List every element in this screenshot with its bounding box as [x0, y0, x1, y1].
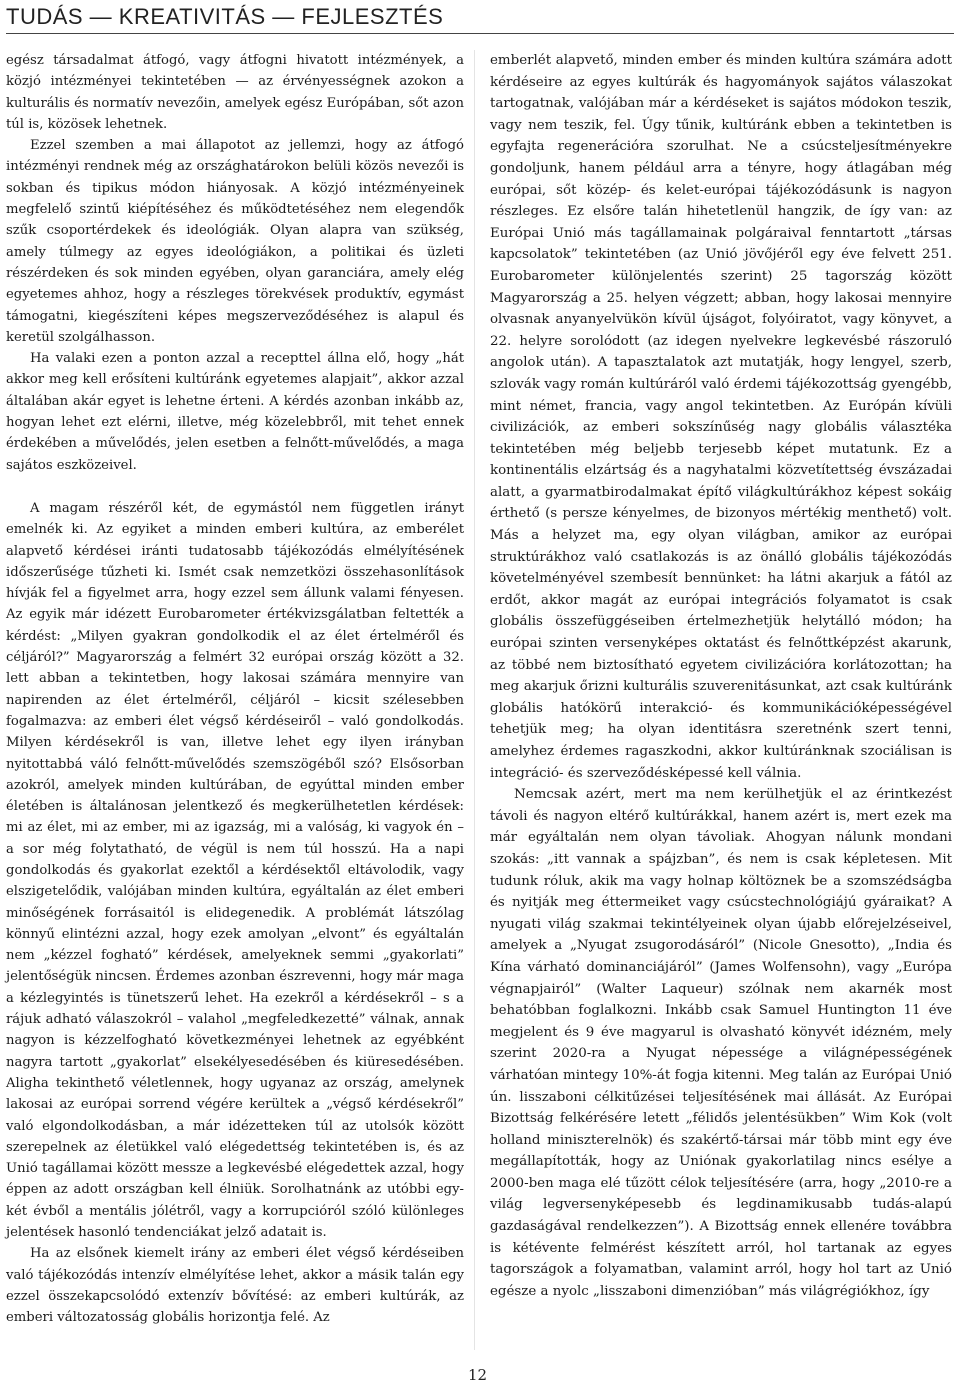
right-text-column: [490, 50, 952, 1302]
body-paragraph: egész társadalmat átfogó, vagy átfogni hivatott intézmények, a közjó intézményei tekintetében — az érvényességnek azokon a kulturális és normatív nevezőin, amelyek egész Európában, sőt azon túl is, közösek lehetnek.: [6, 53, 464, 132]
body-paragraph: A magam részéről két, de egymástól nem független irányt emelnék ki. Az egyiket a minden emberi kultúra, az emberélet alapvető kérdései iránti tudatosabb tájékozódás elmélyítésének időszerűsége tűzheti ki. Ismét csak nemzetközi összehasonlítások hívják fel a figyelmet arra, hogy ezzel sem állunk valami fényesen. Az egyik már idézett Eurobarometer értékvizsgálatban feltették a kérdést: „Milyen gyakran gondolkodik el az élet értelméről és céljáról?” Magyarország a felmért 32 európai ország között a 32. lett abban a tekintetben, hogy lakosai számára mennyire van napirenden az élet értelméről, céljáról – kicsit szélesebben fogalmazva: az emberi élet végső kérdéseiről – való gondolkodás. Milyen kérdésekről is van, illetve lehet egy ilyen irányban nyitottabbá váló felnőtt-művelődés szemszögéből szó? Elsősorban azokról, amelyek minden kultúrában, de egyúttal minden ember életében is általánosan jelentkező és megkerülhetetlen kérdések: mi az élet, mi az ember, mi az igazság, mi a valóság, ki vagyok én – a sor még folytatható, de végül is nem túl hosszú. Ha a napi gondolkodás és gyakorlat ezektől a kérdésektől eltávolodik, vagy elszigetelődik, valójában minden kultúra, egyáltalán az élet emberi minőségének forrásaitól is elidegenedik. A problémát látszólag könnyű elintézni azzal, hogy ezek amolyan „elvont” és egyáltalán nem „kézzel fogható” kérdések, amelyeknek semmi „gyakorlati” jelentőségük nincsen. Érdemes azonban észrevenni, hogy már maga a kézlegyintés is tünetszerű lehet. Ha ezekről a kérdésekről – s a rájuk adható válaszokról – valahol „megfeledkezetté” válnak, annak nagyon is kézzelfogható következményei lehetnek az egyébként nagyra tartott „gyakorlat” elsekélyesedésében és kiüresedésében. Aligha tekinthető véletlennek, hogy ugyanaz az ország, amelynek lakosai az európai sorrend végére kerültek a „végső kérdésekről” való elgondolkodásban, a már idézetteken túl az utolsók között szerepelnek az életükkel való elégedettség tekintetében is, és az Unió tagállamai között messze a legkevésbé elégedettek azzal, hogy éppen az adott országban kell élniük. Sorolhatnánk az utóbbi egy-két évből a mentális jólétről, vagy a korrupcióról szóló különleges jelentések hasonló tendenciákat jelző adatait is.: [6, 500, 464, 1241]
body-paragraph: Nemcsak azért, mert ma nem kerülhetjük el az érintkezést távoli és nagyon eltérő kultúrákkal, hanem azért is, mert ezek ma már egyáltalán nem olyan távoliak. Ahogyan nálunk mondani szokás: „itt vannak a spájzban”, és nem is csak képletesen. Mit tudunk róluk, akik ma vagy holnap költöznek be a szomszédságba és nyitják meg éttermeiket vagy csúcstechnológiájú gyáraikat? A nyugati világ szakmai tekintélyeinek olyan újabb előrejelzéseivel, amelyek a „Nyugat zsugorodásáról” (Nicole Gnesotto), „India és Kína várható dominanciájáról” (James Wolfensohn), vagy „Európa végnapjairól” (Walter Laqueur) szólnak nem akarnék most behatóbban foglalkozni. Inkább csak Samuel Huntington 11 éve megjelent és 9 éve magyarul is olvasható könyvét idézném, mely szerint 2020-ra a Nyugat népessége a világnépességének várhatóan mintegy 10%-át fogja kitenni. Meg talán az Európai Unió ún. lisszaboni célkitűzései teljesítésének mai állását. Az Európai Bizottság felkérésére letett „félidős jelentésükben” Wim Kok (volt holland miniszterelnök) és szakértő-társai már több mint egy éve megállapították, hogy az Uniónak gyakorlatilag nincs esélye a 2000-ben maga elé tűzött célok teljesítésére (arra, hogy „2010-re a világ legversenyképesebb és legdinamikusabb tudás-alapú gazdaságával rendelkezzen”). A Bizottság ennek ellenére továbbra is kétévente felmérést készített arról, hol tartanak az egyes tagországok a folyamatban, valamint arról, hogy hol tart az Unió egésze a nyolc „lisszaboni dimenzióban” más világrégiókhoz, így: [490, 787, 952, 1299]
body-paragraph: emberlét alapvető, minden ember és minden kultúra számára adott kérdéseire az egyes kultúrák és hagyományok sajátos válaszokat tartogatnak, valójában már a kérdéseket is sajátos módokon teszik, vagy nem teszik, fel. Úgy tűnik, kultúránk ebben a tekintetben is egyfajta regenerációra szorulhat. Ne a csúcsteljesítményekre gondoljunk, hanem például arra a tényre, hogy átlagában még európai, sőt közép- és kelet-európai tájékozódásunk is nagyon részleges. Ez elsőre talán hihetetlenül hangzik, de így van: az Európai Unió más tagállamainak polgáraival fenntartott „társas kapcsolatok” tekintetében (az Unió jövőjéről egy éve felvett 251. Eurobarometer különjelentés szerint) 25 tagország között Magyarország a 25. helyen végzett; abban, hogy lakosai mennyire olvasnak anyanyelvükön kívül újságot, folyóiratot, vagy könyvet, a 22. helyre sorolódott (az idegen nyelvekre legkevésbé rászoruló angolok után). A tapasztalatok azt mutatják, hogy lengyel, szerb, szlovák vagy román kultúráról való érdemi tájékozottság gyengébb, mint német, francia, vagy angol tekintetben. Az Európán kívüli civilizációk, az emberi sokszínűség nagy globális választéka tekintetében még beljebb terjesebb képet mutatunk. Ez a kontinentális elzártság és a nagyhatalmi közvetítettség évszázadai alatt, a gyarmatbirodalmakat építő világkultúrákhoz képest sokáig érthető (s persze kényelmes, de bizonyos mértékig menthető) volt. Más a helyzet ma, egy olyan világban, amikor az európai struktúrákhoz való csatlakozás is az önálló globális tájékozódás követelményével szembesít bennünket: ha látni akarjuk a fától az erdőt, akkor magát az európai integrációs folyamatot is csak globális összefüggéseiben értelmezhetjük helytálló módon; ha európai szinten versenyképes oktatást és felnőttképzést akarunk, az többé nem biztosítható egyetem civilizációra korlátozottan; ha meg akarjuk őrizni kulturális szuverenitásunkat, azt csak kultúránk globális hatókörű interakció- és kommunikációképességével tehetjük meg; ha olyan identitásra szeretnénk szert tenni, amelyhez érdemes ragaszkodni, akkor kultúránknak szociálisan is integráció- és szerveződésképessé kell válnia.: [490, 53, 952, 781]
body-paragraph: Ezzel szemben a mai állapotot az jellemzi, hogy az átfogó intézményi rendnek még az országhatárokon belüli közös nevezői is sokban és tipikus módon hiányosak. A közjó intézményeinek megfelelő szintű kiépítéséhez és működtetéséhez nem elegendők szűk csoportérdekek és ideológiák. Olyan alapra van szükség, amely túlmegy az egyes ideológiákon, a politikai és üzleti részérdeken és sok minden egyében, olyan garanciára, amely elég egyetemes ahhoz, hogy a részleges törekvések produktív, egymást támogatni, kiegészíteni képes megszerveződéséhez is alapul és keretül szolgálhasson.: [6, 138, 464, 345]
running-header: [6, 2, 954, 34]
paragraph-spacer: [6, 476, 464, 498]
body-paragraph: Ha az elsőnek kiemelt irány az emberi élet végső kérdéseiben való tájékozódás intenzív elmélyítése lehet, akkor a másik talán egy ezzel összekapcsolódó extenzív bővítésé: az emberi kultúrák, az emberi változatosság globális horizontja felé. Az: [6, 1246, 464, 1326]
page-number: 12: [468, 1366, 488, 1384]
left-text-column: [6, 50, 464, 1329]
column-gutter: [474, 50, 475, 1350]
header-divider-rule: [6, 33, 954, 34]
running-header-title: TUDÁS — KREATIVITÁS — FEJLESZTÉS: [6, 4, 444, 29]
body-paragraph: Ha valaki ezen a ponton azzal a recepttel állna elő, hogy „hát akkor meg kell erősíteni kultúránk egyetemes alapjait”, akkor azzal általában akár egyet is lehetne érteni. A kérdés azonban inkább az, hogyan lehet ezt elérni, illetve, még közelebbről, mit tehet ennek érdekében a művelődés, jelen esetben a felnőtt-művelődés, a maga sajátos eszközeivel.: [6, 351, 464, 473]
